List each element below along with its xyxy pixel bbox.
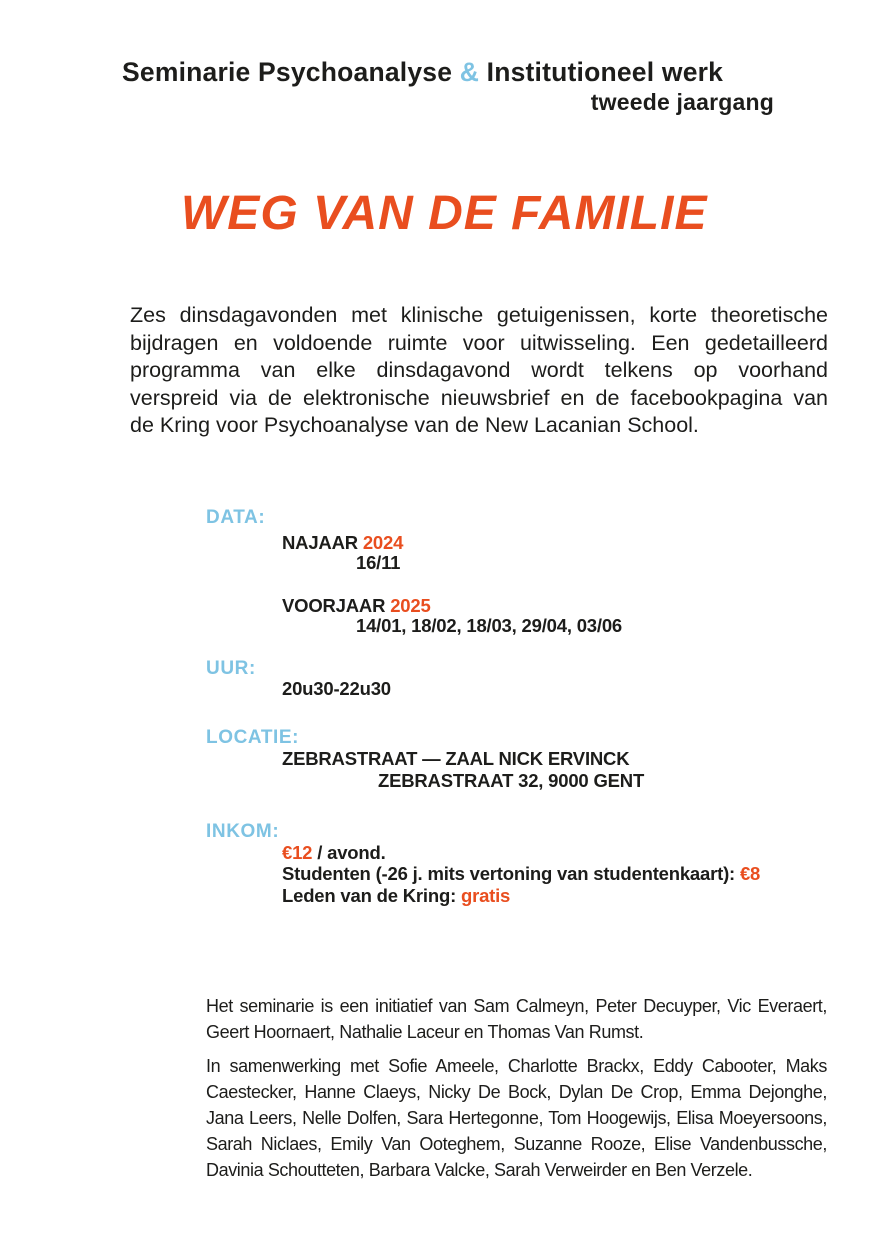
locatie-venue: ZEBRASTRAAT — ZAAL NICK ERVINCK <box>282 748 630 769</box>
collaboration-line: Davinia Schoutteten, Barbara Valcke, Sarah Verweirder en Ben Verzele. <box>206 1160 753 1180</box>
locatie-address: ZEBRASTRAAT 32, 9000 GENT <box>378 770 645 791</box>
members-text: Leden van de Kring: <box>282 885 461 906</box>
najaar-dates: 16/11 <box>356 552 401 573</box>
students-text: Studenten (-26 j. mits vertoning van studentenkaart): <box>282 863 740 884</box>
collaboration-paragraph <box>206 1053 827 1183</box>
voorjaar-row <box>282 595 431 617</box>
initiative-line: Geert Hoornaert, Nathalie Laceur en Thomas Van Rumst. <box>206 1022 644 1042</box>
najaar-label: NAJAAR <box>282 532 363 553</box>
section-label-inkom: INKOM: <box>206 821 280 842</box>
inkom-members-row <box>282 885 510 907</box>
intro-line: Zes dinsdagavonden met klinische getuigenissen, korte theoretische <box>130 303 828 327</box>
students-price: €8 <box>739 863 761 884</box>
collaboration-line: Caestecker, Hanne Claeys, Nicky De Bock, Dylan De Crop, Emma Dejonghe, <box>206 1082 827 1102</box>
intro-line: programma van elke dinsdagavond wordt telkens op voorhand <box>130 358 828 383</box>
evening-price: €12 <box>282 842 313 863</box>
collaboration-line: In samenwerking met Sofie Ameele, Charlotte Brackx, Eddy Cabooter, Maks <box>206 1056 827 1076</box>
collaboration-line: Sarah Niclaes, Emily Van Ooteghem, Suzanne Rooze, Elise Vandenbussche, <box>206 1134 827 1154</box>
header-title-part2: Institutioneel werk <box>479 57 724 87</box>
header-title-part1: Seminarie Psychoanalyse <box>122 57 460 87</box>
header-subtitle: tweede jaargang <box>590 89 774 115</box>
section-label-data: DATA: <box>206 507 266 528</box>
intro-paragraph <box>130 302 828 440</box>
uur-value: 20u30-22u30 <box>282 678 391 699</box>
voorjaar-year: 2025 <box>390 595 431 616</box>
evening-price-suffix: / avond. <box>312 842 386 863</box>
section-label-locatie: LOCATIE: <box>206 727 300 748</box>
header-title <box>122 56 774 89</box>
najaar-row <box>282 532 403 554</box>
header-ampersand: & <box>459 57 480 87</box>
intro-line: bijdragen en voldoende ruimte voor uitwisseling. Een gedetailleerd <box>130 330 828 355</box>
initiative-line: Het seminarie is een initiatief van Sam Calmeyn, Peter Decuyper, Vic Everaert, <box>206 996 827 1016</box>
intro-line: verspreid via de elektronische nieuwsbrief en de facebookpagina van <box>130 385 828 410</box>
voorjaar-label: VOORJAAR <box>282 595 391 616</box>
section-label-uur: UUR: <box>206 658 256 679</box>
intro-line: de Kring voor Psychoanalyse van de New Lacanian School. <box>130 413 699 438</box>
voorjaar-dates: 14/01, 18/02, 18/03, 29/04, 03/06 <box>356 615 622 636</box>
members-price: gratis <box>460 885 511 906</box>
header <box>122 56 774 115</box>
initiative-paragraph <box>206 993 827 1045</box>
najaar-year: 2024 <box>362 532 404 553</box>
collaboration-line: Jana Leers, Nelle Dolfen, Sara Hertegonne, Tom Hoogewijs, Elisa Moeyersoons, <box>206 1108 827 1128</box>
inkom-students-row <box>282 863 760 885</box>
inkom-evening-price-row <box>282 842 386 864</box>
main-title: WEG VAN DE FAMILIE <box>181 187 708 240</box>
